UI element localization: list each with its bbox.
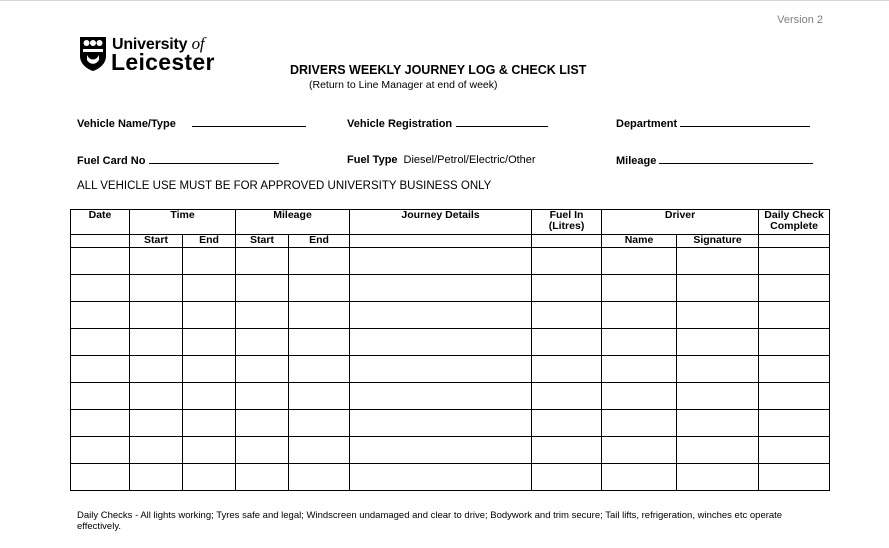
vehicle-name-field xyxy=(77,117,306,130)
cell-driver-signature[interactable] xyxy=(677,464,759,491)
col-mileage-start: Start xyxy=(236,235,289,248)
table-row xyxy=(71,356,830,383)
cell-date[interactable] xyxy=(71,356,130,383)
cell-time-start[interactable] xyxy=(130,248,183,275)
vehicle-name-label: Vehicle Name/Type xyxy=(77,118,176,130)
table-row xyxy=(71,302,830,329)
fuel-type-label: Fuel Type xyxy=(347,154,398,166)
cell-driver-name[interactable] xyxy=(602,329,677,356)
col-date: Date xyxy=(71,210,130,235)
cell-fuel-in[interactable] xyxy=(532,302,602,329)
department-label: Department xyxy=(616,118,678,130)
cell-mileage-start[interactable] xyxy=(236,248,289,275)
cell-mileage-start[interactable] xyxy=(236,464,289,491)
col-time-end: End xyxy=(183,235,236,248)
cell-mileage-start[interactable] xyxy=(236,356,289,383)
cell-fuel-in[interactable] xyxy=(532,248,602,275)
department-field xyxy=(616,117,810,130)
col-fuel-in: Fuel In (Litres) xyxy=(532,210,602,235)
cell-date[interactable] xyxy=(71,464,130,491)
cell-mileage-end[interactable] xyxy=(289,464,350,491)
cell-time-end[interactable] xyxy=(183,275,236,302)
vehicle-name-line[interactable] xyxy=(192,117,306,127)
cell-time-start[interactable] xyxy=(130,464,183,491)
cell-mileage-end[interactable] xyxy=(289,437,350,464)
fuel-card-line[interactable] xyxy=(149,154,279,164)
cell-daily-check[interactable] xyxy=(759,275,830,302)
cell-mileage-end[interactable] xyxy=(289,383,350,410)
cell-date[interactable] xyxy=(71,437,130,464)
mileage-label: Mileage xyxy=(616,155,657,167)
cell-journey-details[interactable] xyxy=(350,356,532,383)
cell-driver-signature[interactable] xyxy=(677,410,759,437)
cell-driver-signature[interactable] xyxy=(677,356,759,383)
cell-mileage-end[interactable] xyxy=(289,302,350,329)
cell-driver-name[interactable] xyxy=(602,275,677,302)
col-driver: Driver xyxy=(602,210,759,235)
cell-driver-signature[interactable] xyxy=(677,248,759,275)
cell-mileage-end[interactable] xyxy=(289,410,350,437)
col-driver-signature: Signature xyxy=(677,235,759,248)
table-row xyxy=(71,464,830,491)
cell-daily-check[interactable] xyxy=(759,356,830,383)
col-date-sub xyxy=(71,235,130,248)
daily-checks-footnote: Daily Checks - All lights working; Tyres safe and legal; Windscreen undamaged and clear to drive; Bodywork and trim secure; Tail lifts, refrigeration, winches etc operate effectively. xyxy=(77,510,783,532)
cell-driver-name[interactable] xyxy=(602,248,677,275)
cell-fuel-in[interactable] xyxy=(532,356,602,383)
col-journey-sub xyxy=(350,235,532,248)
page-title: DRIVERS WEEKLY JOURNEY LOG & CHECK LIST xyxy=(290,63,587,77)
mileage-field xyxy=(616,154,813,167)
cell-driver-name[interactable] xyxy=(602,302,677,329)
version-label: Version 2 xyxy=(777,14,823,26)
logo-text-university: University of xyxy=(112,34,205,53)
col-fuel-sub xyxy=(532,235,602,248)
cell-time-end[interactable] xyxy=(183,329,236,356)
cell-driver-signature[interactable] xyxy=(677,275,759,302)
cell-time-end[interactable] xyxy=(183,248,236,275)
cell-daily-check[interactable] xyxy=(759,410,830,437)
col-mileage-end: End xyxy=(289,235,350,248)
university-logo xyxy=(79,36,239,76)
cell-date[interactable] xyxy=(71,329,130,356)
cell-mileage-start[interactable] xyxy=(236,329,289,356)
cell-daily-check[interactable] xyxy=(759,464,830,491)
cell-fuel-in[interactable] xyxy=(532,410,602,437)
cell-time-end[interactable] xyxy=(183,383,236,410)
col-mileage: Mileage xyxy=(236,210,350,235)
cell-time-end[interactable] xyxy=(183,464,236,491)
cell-time-start[interactable] xyxy=(130,302,183,329)
cell-driver-signature[interactable] xyxy=(677,437,759,464)
cell-journey-details[interactable] xyxy=(350,383,532,410)
mileage-line[interactable] xyxy=(659,154,813,164)
cell-date[interactable] xyxy=(71,248,130,275)
fuel-card-label: Fuel Card No xyxy=(77,155,146,167)
business-use-notice: ALL VEHICLE USE MUST BE FOR APPROVED UNIVERSITY BUSINESS ONLY xyxy=(77,180,492,192)
cell-journey-details[interactable] xyxy=(350,464,532,491)
cell-journey-details[interactable] xyxy=(350,275,532,302)
cell-time-end[interactable] xyxy=(183,410,236,437)
fuel-type-options[interactable]: Diesel/Petrol/Electric/Other xyxy=(403,154,536,166)
cell-fuel-in[interactable] xyxy=(532,464,602,491)
col-daily-check-sub xyxy=(759,235,830,248)
cell-mileage-start[interactable] xyxy=(236,302,289,329)
cell-time-end[interactable] xyxy=(183,437,236,464)
cell-time-start[interactable] xyxy=(130,356,183,383)
vehicle-registration-field xyxy=(347,117,548,130)
col-daily-check: Daily Check Complete xyxy=(759,210,830,235)
cell-mileage-start[interactable] xyxy=(236,275,289,302)
cell-mileage-start[interactable] xyxy=(236,437,289,464)
cell-mileage-end[interactable] xyxy=(289,329,350,356)
col-journey-details: Journey Details xyxy=(350,210,532,235)
cell-driver-name[interactable] xyxy=(602,383,677,410)
cell-driver-signature[interactable] xyxy=(677,329,759,356)
top-border xyxy=(0,0,889,1)
cell-journey-details[interactable] xyxy=(350,329,532,356)
cell-driver-name[interactable] xyxy=(602,356,677,383)
cell-fuel-in[interactable] xyxy=(532,275,602,302)
cell-time-start[interactable] xyxy=(130,275,183,302)
cell-time-start[interactable] xyxy=(130,437,183,464)
fuel-type-field xyxy=(347,154,536,166)
cell-fuel-in[interactable] xyxy=(532,383,602,410)
cell-time-end[interactable] xyxy=(183,356,236,383)
cell-mileage-end[interactable] xyxy=(289,275,350,302)
cell-journey-details[interactable] xyxy=(350,248,532,275)
cell-date[interactable] xyxy=(71,302,130,329)
cell-time-start[interactable] xyxy=(130,329,183,356)
cell-mileage-end[interactable] xyxy=(289,248,350,275)
department-line[interactable] xyxy=(680,117,810,127)
cell-date[interactable] xyxy=(71,383,130,410)
vehicle-registration-line[interactable] xyxy=(456,117,548,127)
cell-driver-name[interactable] xyxy=(602,437,677,464)
cell-journey-details[interactable] xyxy=(350,437,532,464)
table-row xyxy=(71,383,830,410)
cell-date[interactable] xyxy=(71,410,130,437)
cell-fuel-in[interactable] xyxy=(532,329,602,356)
col-time: Time xyxy=(130,210,236,235)
cell-driver-signature[interactable] xyxy=(677,302,759,329)
cell-fuel-in[interactable] xyxy=(532,437,602,464)
cell-mileage-start[interactable] xyxy=(236,410,289,437)
logo-text-leicester: Leicester xyxy=(111,49,215,75)
cell-daily-check[interactable] xyxy=(759,302,830,329)
table-row xyxy=(71,275,830,302)
journey-log-body xyxy=(71,248,830,491)
table-row xyxy=(71,329,830,356)
cell-journey-details[interactable] xyxy=(350,410,532,437)
cell-driver-signature[interactable] xyxy=(677,383,759,410)
col-time-start: Start xyxy=(130,235,183,248)
fuel-card-field xyxy=(77,154,279,167)
cell-driver-name[interactable] xyxy=(602,410,677,437)
table-row xyxy=(71,248,830,275)
journey-log-table xyxy=(70,209,830,491)
col-driver-name: Name xyxy=(602,235,677,248)
cell-date[interactable] xyxy=(71,275,130,302)
page-subtitle: (Return to Line Manager at end of week) xyxy=(309,79,498,91)
cell-time-end[interactable] xyxy=(183,302,236,329)
cell-mileage-end[interactable] xyxy=(289,356,350,383)
vehicle-registration-label: Vehicle Registration xyxy=(347,118,453,130)
table-row xyxy=(71,437,830,464)
cell-time-start[interactable] xyxy=(130,410,183,437)
cell-daily-check[interactable] xyxy=(759,329,830,356)
table-row xyxy=(71,410,830,437)
cell-daily-check[interactable] xyxy=(759,437,830,464)
cell-journey-details[interactable] xyxy=(350,302,532,329)
cell-daily-check[interactable] xyxy=(759,248,830,275)
cell-mileage-start[interactable] xyxy=(236,383,289,410)
cell-driver-name[interactable] xyxy=(602,464,677,491)
cell-time-start[interactable] xyxy=(130,383,183,410)
crest-icon xyxy=(79,36,107,72)
cell-daily-check[interactable] xyxy=(759,383,830,410)
